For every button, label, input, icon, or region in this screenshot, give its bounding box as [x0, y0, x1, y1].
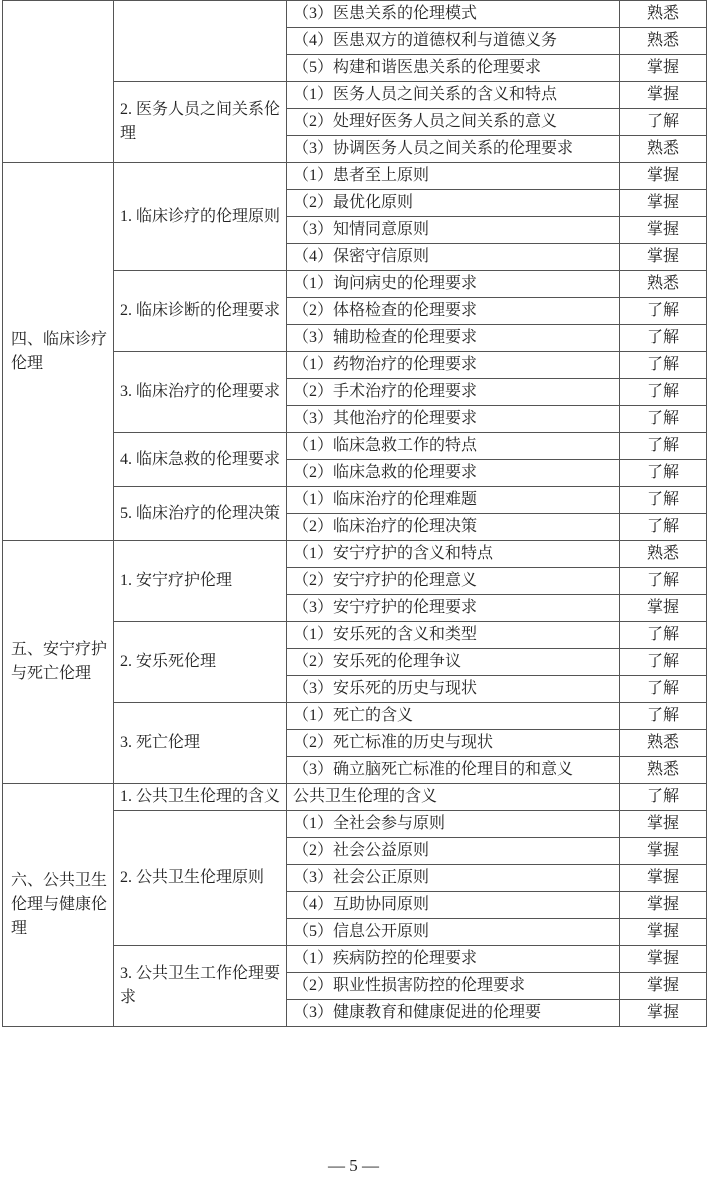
requirement-level: 了解 [620, 298, 707, 325]
requirement-level: 掌握 [620, 892, 707, 919]
item-content: （1）疾病防控的伦理要求 [287, 946, 620, 973]
subsection-title: 3. 死亡伦理 [114, 703, 287, 784]
item-content: （2）安宁疗护的伦理意义 [287, 568, 620, 595]
item-content: （1）临床急救工作的特点 [287, 433, 620, 460]
item-content: （2）职业性损害防控的伦理要求 [287, 973, 620, 1000]
requirement-level: 掌握 [620, 190, 707, 217]
item-content: （1）死亡的含义 [287, 703, 620, 730]
requirement-level: 掌握 [620, 82, 707, 109]
item-content: （1）医务人员之间关系的含义和特点 [287, 82, 620, 109]
requirement-level: 了解 [620, 676, 707, 703]
item-content: （2）死亡标准的历史与现状 [287, 730, 620, 757]
requirement-level: 了解 [620, 379, 707, 406]
requirement-level: 熟悉 [620, 271, 707, 298]
item-content: （2）体格检查的伦理要求 [287, 298, 620, 325]
item-content: （5）信息公开原则 [287, 919, 620, 946]
item-content: （1）询问病史的伦理要求 [287, 271, 620, 298]
item-content: （3）协调医务人员之间关系的伦理要求 [287, 136, 620, 163]
subsection-title: 3. 临床治疗的伦理要求 [114, 352, 287, 433]
syllabus-table [2, 0, 707, 1027]
requirement-level: 了解 [620, 568, 707, 595]
item-content: 公共卫生伦理的含义 [287, 784, 620, 811]
requirement-level: 掌握 [620, 946, 707, 973]
item-content: （3）知情同意原则 [287, 217, 620, 244]
table-row [3, 163, 707, 190]
item-content: （2）临床治疗的伦理决策 [287, 514, 620, 541]
item-content: （4）医患双方的道德权利与道德义务 [287, 28, 620, 55]
requirement-level: 掌握 [620, 838, 707, 865]
item-content: （3）安乐死的历史与现状 [287, 676, 620, 703]
item-content: （3）安宁疗护的伦理要求 [287, 595, 620, 622]
section-title [3, 1, 114, 163]
table-row [3, 541, 707, 568]
requirement-level: 了解 [620, 352, 707, 379]
requirement-level: 掌握 [620, 217, 707, 244]
requirement-level: 了解 [620, 433, 707, 460]
subsection-title: 2. 临床诊断的伦理要求 [114, 271, 287, 352]
requirement-level: 掌握 [620, 865, 707, 892]
item-content: （2）临床急救的伦理要求 [287, 460, 620, 487]
item-content: （3）辅助检查的伦理要求 [287, 325, 620, 352]
requirement-level: 掌握 [620, 919, 707, 946]
item-content: （2）社会公益原则 [287, 838, 620, 865]
requirement-level: 熟悉 [620, 730, 707, 757]
requirement-level: 熟悉 [620, 1, 707, 28]
requirement-level: 熟悉 [620, 541, 707, 568]
item-content: （1）患者至上原则 [287, 163, 620, 190]
item-content: （2）最优化原则 [287, 190, 620, 217]
requirement-level: 了解 [620, 649, 707, 676]
subsection-title: 1. 安宁疗护伦理 [114, 541, 287, 622]
requirement-level: 掌握 [620, 811, 707, 838]
item-content: （1）安宁疗护的含义和特点 [287, 541, 620, 568]
subsection-title: 4. 临床急救的伦理要求 [114, 433, 287, 487]
item-content: （5）构建和谐医患关系的伦理要求 [287, 55, 620, 82]
item-content: （3）其他治疗的伦理要求 [287, 406, 620, 433]
requirement-level: 掌握 [620, 973, 707, 1000]
item-content: （1）安乐死的含义和类型 [287, 622, 620, 649]
item-content: （1）药物治疗的伦理要求 [287, 352, 620, 379]
item-content: （3）确立脑死亡标准的伦理目的和意义 [287, 757, 620, 784]
table-row [3, 784, 707, 811]
requirement-level: 熟悉 [620, 136, 707, 163]
subsection-title: 1. 公共卫生伦理的含义 [114, 784, 287, 811]
section-title: 六、公共卫生伦理与健康伦理 [3, 784, 114, 1027]
requirement-level: 掌握 [620, 163, 707, 190]
subsection-title [114, 1, 287, 82]
item-content: （3）社会公正原则 [287, 865, 620, 892]
requirement-level: 了解 [620, 703, 707, 730]
requirement-level: 了解 [620, 784, 707, 811]
requirement-level: 了解 [620, 325, 707, 352]
requirement-level: 掌握 [620, 1000, 707, 1027]
item-content: （4）互助协同原则 [287, 892, 620, 919]
requirement-level: 熟悉 [620, 28, 707, 55]
item-content: （3）医患关系的伦理模式 [287, 1, 620, 28]
subsection-title: 2. 安乐死伦理 [114, 622, 287, 703]
requirement-level: 掌握 [620, 244, 707, 271]
item-content: （2）手术治疗的伦理要求 [287, 379, 620, 406]
page-number: — 5 — [328, 1156, 379, 1175]
requirement-level: 了解 [620, 487, 707, 514]
subsection-title: 3. 公共卫生工作伦理要求 [114, 946, 287, 1027]
item-content: （2）处理好医务人员之间关系的意义 [287, 109, 620, 136]
subsection-title: 5. 临床治疗的伦理决策 [114, 487, 287, 541]
subsection-title: 2. 公共卫生伦理原则 [114, 811, 287, 946]
requirement-level: 掌握 [620, 595, 707, 622]
requirement-level: 了解 [620, 514, 707, 541]
item-content: （1）全社会参与原则 [287, 811, 620, 838]
requirement-level: 了解 [620, 460, 707, 487]
item-content: （4）保密守信原则 [287, 244, 620, 271]
section-title: 四、临床诊疗伦理 [3, 163, 114, 541]
item-content: （3）健康教育和健康促进的伦理要 [287, 1000, 620, 1027]
requirement-level: 掌握 [620, 55, 707, 82]
requirement-level: 了解 [620, 109, 707, 136]
subsection-title: 1. 临床诊疗的伦理原则 [114, 163, 287, 271]
requirement-level: 熟悉 [620, 757, 707, 784]
item-content: （2）安乐死的伦理争议 [287, 649, 620, 676]
section-title: 五、安宁疗护与死亡伦理 [3, 541, 114, 784]
table-row [3, 1, 707, 28]
subsection-title: 2. 医务人员之间关系伦理 [114, 82, 287, 163]
item-content: （1）临床治疗的伦理难题 [287, 487, 620, 514]
requirement-level: 了解 [620, 406, 707, 433]
requirement-level: 了解 [620, 622, 707, 649]
